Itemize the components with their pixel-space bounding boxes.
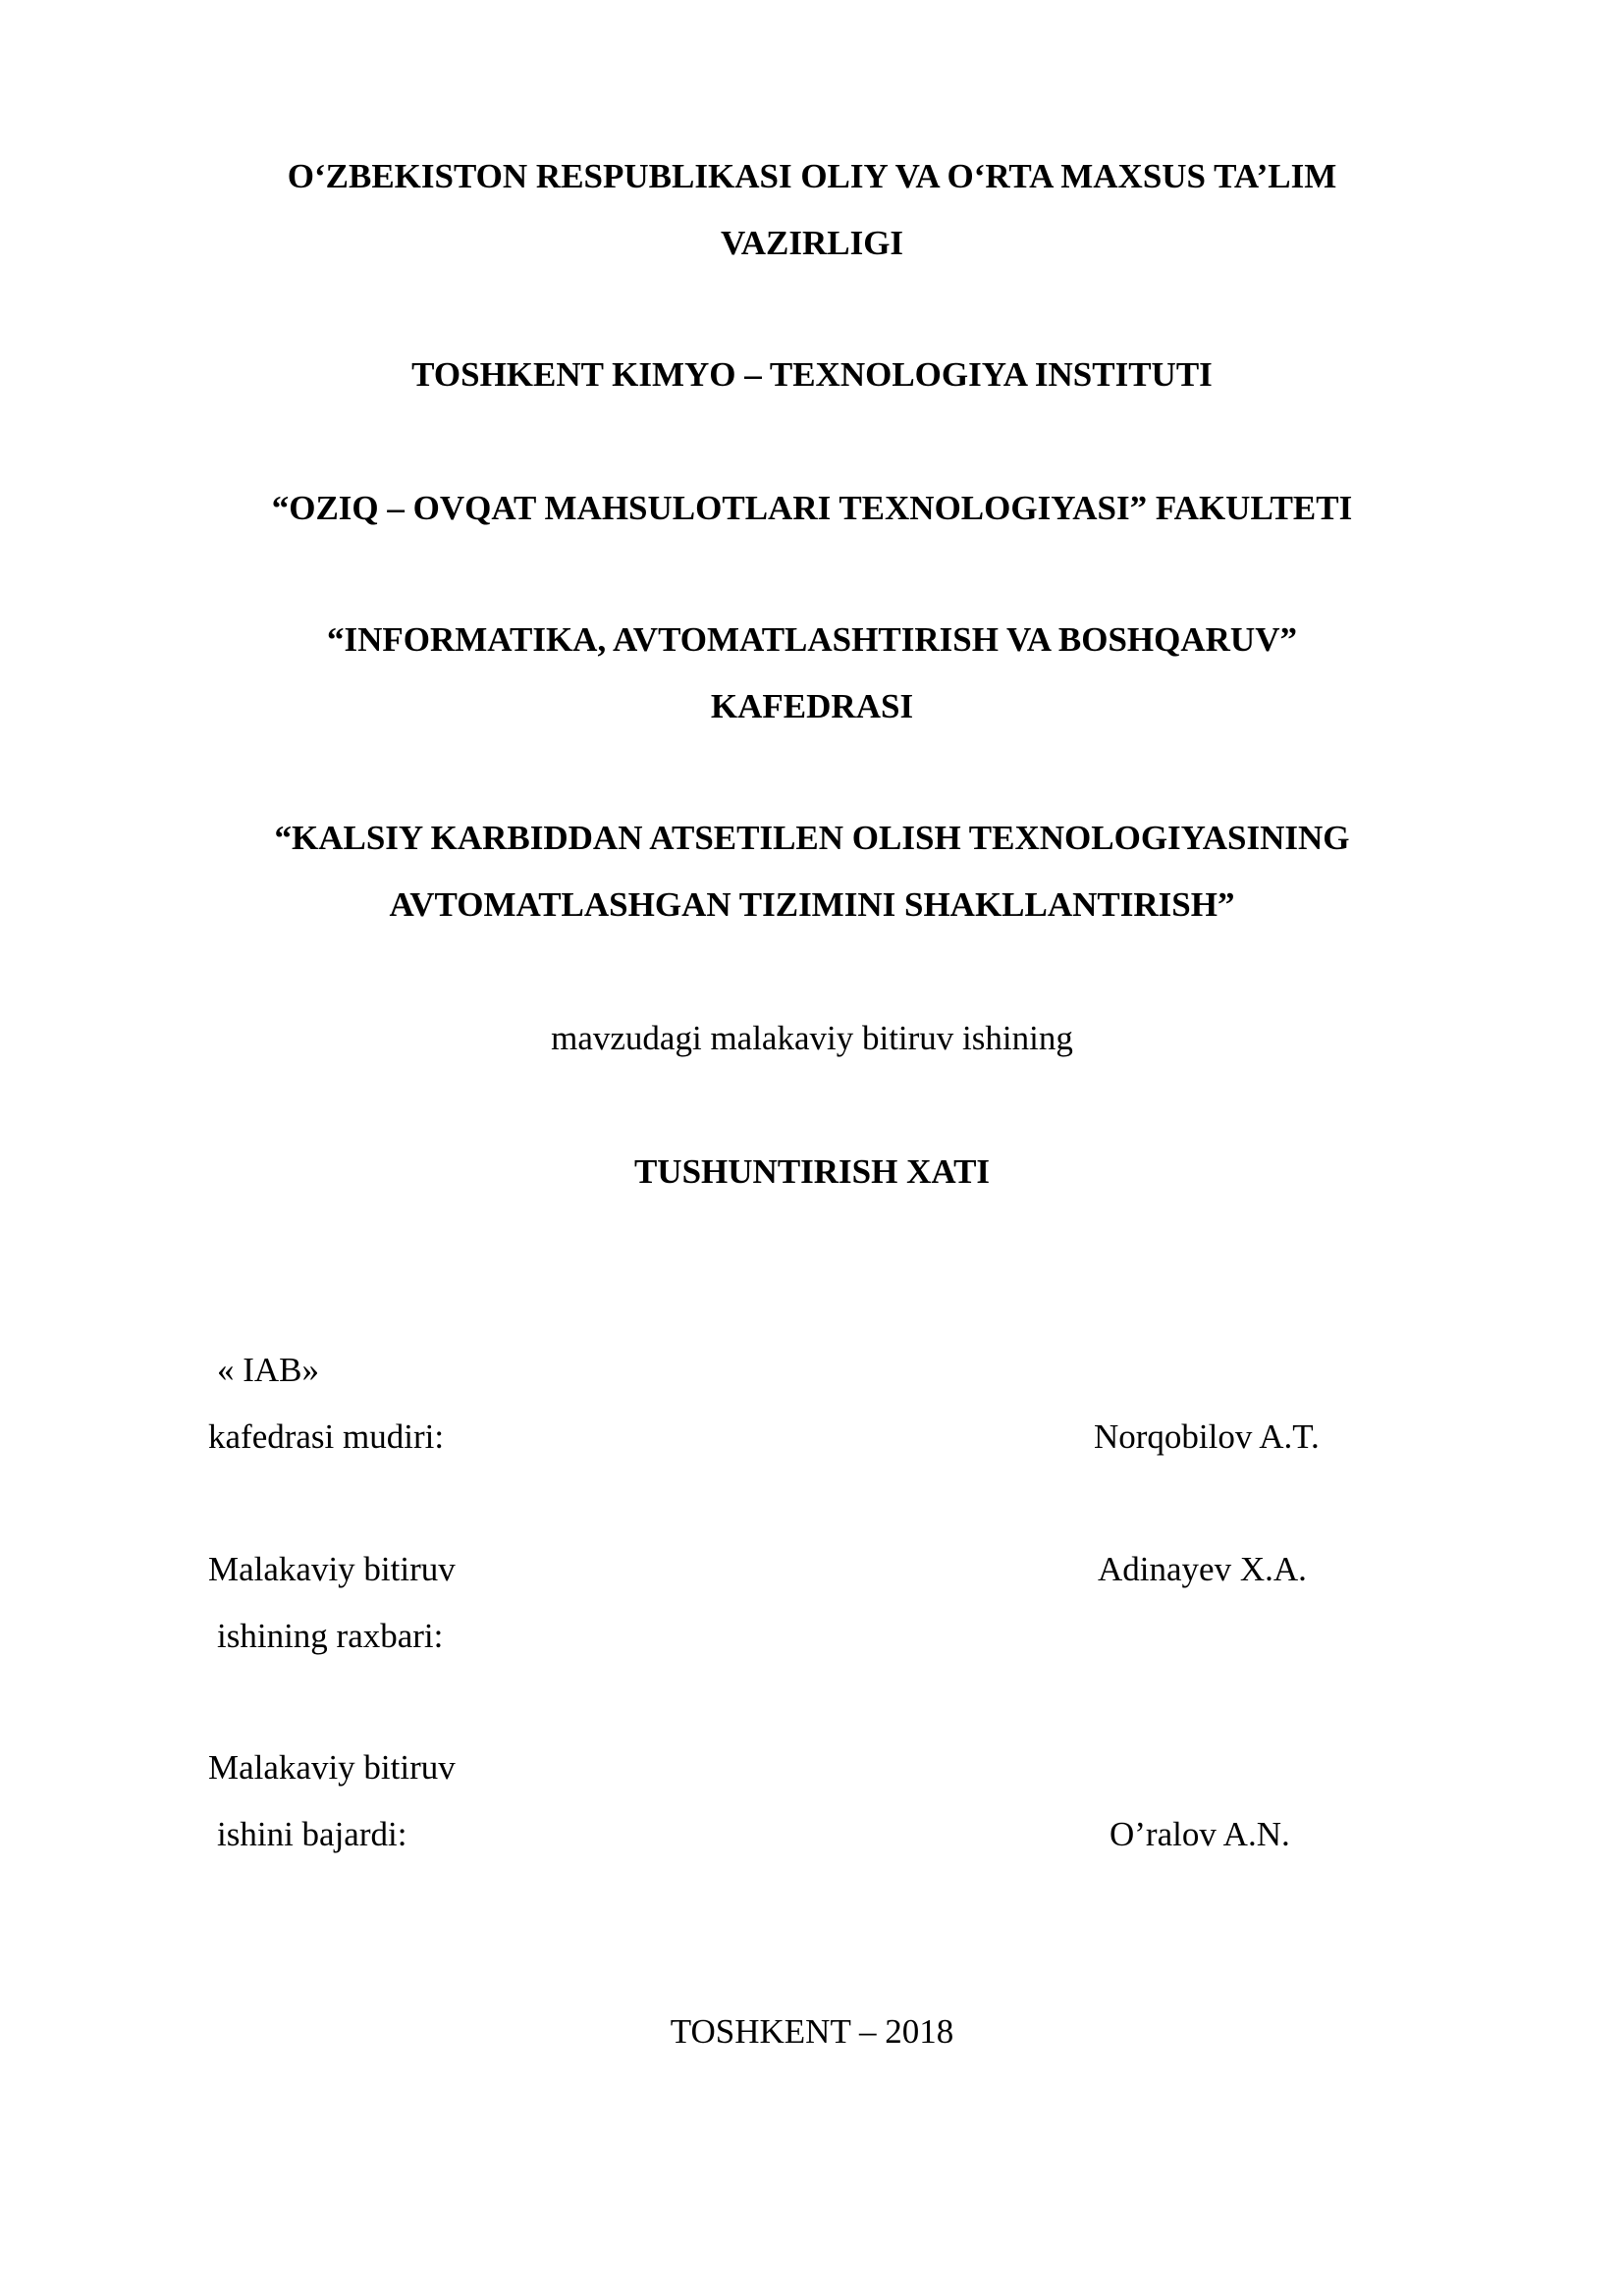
topic-subtitle: mavzudagi malakaviy bitiruv ishining	[551, 1019, 1073, 1057]
ministry-title-line1: O‘ZBEKISTON RESPUBLIKASI OLIY VA O‘RTA MAXSUS TA’LIM	[287, 157, 1337, 195]
student-name: O’ralov A.N.	[1110, 1815, 1290, 1853]
ministry-title-line2: VAZIRLIGI	[720, 224, 904, 262]
document-type-title: TUSHUNTIRISH XATI	[633, 1152, 991, 1191]
department-code: « IAB»	[217, 1351, 320, 1389]
supervisor-role-line1: Malakaviy bitiruv	[208, 1550, 456, 1588]
student-role-line2: ishini bajardi:	[217, 1815, 407, 1853]
department-title-line2: KAFEDRASI	[710, 687, 914, 725]
student-role-line1: Malakaviy bitiruv	[208, 1748, 456, 1787]
department-title-line1: “INFORMATIKA, AVTOMATLASHTIRISH VA BOSHQARUV”	[327, 620, 1297, 659]
topic-title-line2: AVTOMATLASHGAN TIZIMINI SHAKLLANTIRISH”	[389, 885, 1235, 924]
city-year: TOSHKENT – 2018	[670, 2012, 954, 2051]
head-name: Norqobilov A.T.	[1094, 1417, 1320, 1456]
supervisor-role-line2: ishining raxbari:	[217, 1617, 444, 1655]
topic-title-line1: “KALSIY KARBIDDAN ATSETILEN OLISH TEXNOLOGIYASINING	[274, 819, 1350, 857]
supervisor-name: Adinayev X.A.	[1098, 1550, 1307, 1588]
head-role-label: kafedrasi mudiri:	[208, 1417, 445, 1456]
institute-title: TOSHKENT KIMYO – TEXNOLOGIYA INSTITUTI	[411, 355, 1213, 394]
faculty-title: “OZIQ – OVQAT MAHSULOTLARI TEXNOLOGIYASI” FAKULTETI	[271, 489, 1353, 527]
